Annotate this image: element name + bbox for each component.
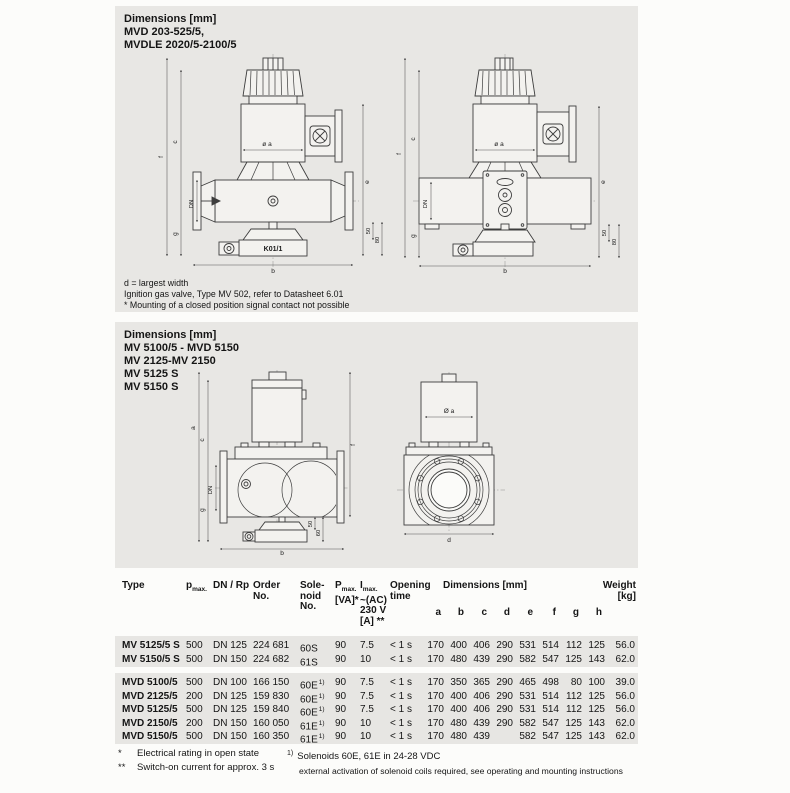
dim-label-dia-a: Ø a	[443, 408, 455, 415]
dim-label-dn: DN	[423, 199, 429, 209]
note-mounting: * Mounting of a closed position signal contact not possible	[124, 300, 350, 310]
note-ignition-valve: Ignition gas valve, Type MV 502, refer to Datasheet 6.01	[124, 289, 344, 299]
panel1-title-line1: Dimensions [mm]	[124, 13, 217, 25]
cell-dim-d: 290	[496, 677, 513, 688]
col-header-dimensions: Dimensions [mm]	[443, 580, 527, 591]
cell-opening: < 1 s	[390, 653, 412, 665]
dim-label-e: e	[364, 180, 371, 184]
panel2-title-line5: MV 5150 S	[124, 381, 179, 393]
cell-dim-g: 125	[565, 717, 582, 729]
col-header-order-no: Order No.	[253, 580, 281, 602]
cell-pva: 90	[335, 677, 347, 688]
cell-dim-c: 406	[473, 640, 490, 651]
table-group-mvd	[115, 673, 638, 744]
cell-pva: 90	[335, 640, 347, 651]
cell-pmax: 500	[186, 704, 203, 715]
table-row	[115, 703, 638, 717]
cell-dim-e: 531	[519, 690, 536, 702]
cell-imax: 7.5	[360, 640, 374, 651]
cell-dim-d: 290	[496, 690, 513, 702]
cell-dn: DN 100	[213, 677, 247, 688]
cell-dim-b: 480	[450, 717, 467, 729]
cell-order: 224 682	[253, 653, 290, 665]
cell-pmax: 500	[186, 640, 203, 651]
cell-opening: < 1 s	[390, 704, 412, 715]
dim-letter-g: g	[572, 607, 579, 618]
cell-dim-h: 125	[588, 690, 605, 702]
cell-dn: DN 150	[213, 653, 247, 665]
dim-letter-a: a	[435, 607, 441, 618]
cell-pva: 90	[335, 731, 347, 742]
cell-weight: 56.0	[615, 690, 635, 702]
cell-dim-g: 112	[566, 640, 582, 651]
dim-label-d: d	[447, 537, 451, 544]
cell-dim-e: 582	[519, 717, 536, 729]
cell-order: 159 830	[253, 690, 290, 702]
dimension-letter-row	[425, 607, 609, 618]
cell-type: MVD 2150/5	[122, 717, 178, 729]
cell-order: 166 150	[253, 677, 290, 688]
cell-imax: 10	[360, 717, 372, 729]
cell-dim-d: 290	[496, 717, 513, 729]
dimensions-panel-mv5100	[115, 322, 638, 568]
cell-order: 160 350	[253, 731, 290, 742]
cell-dim-d: 290	[496, 640, 513, 651]
table-row	[115, 730, 638, 744]
cell-dim-c: 406	[473, 704, 490, 715]
col-header-pmax: $p_{max.}$	[186, 580, 207, 593]
cell-dim-g: 112	[566, 690, 582, 702]
cell-dim-b: 400	[450, 704, 467, 715]
cell-opening: < 1 s	[390, 731, 412, 742]
footnotes-left	[118, 747, 274, 775]
cell-dim-a: 170	[427, 653, 444, 665]
cell-imax: 7.5	[360, 704, 374, 715]
cell-solenoid: $60E^{1)}$	[300, 706, 325, 719]
dim-label-50: 50	[366, 227, 372, 235]
panel2-title-line2: MV 5100/5 - MVD 5150	[124, 342, 239, 354]
cell-pva: 90	[335, 717, 347, 729]
cell-dim-g: 125	[565, 653, 582, 665]
cell-solenoid: $61E^{1)}$	[300, 733, 325, 746]
dim-label-80: 80	[612, 238, 618, 246]
cell-dim-f: 514	[542, 640, 559, 651]
cell-dim-f: 514	[542, 704, 559, 715]
dim-label-c: c	[410, 137, 417, 141]
cell-pmax: 500	[186, 731, 203, 742]
col-header-dn-rp: DN / Rp	[213, 580, 250, 591]
cell-dim-a: 170	[427, 717, 444, 729]
dim-label-g: g	[410, 234, 417, 238]
dim-label-80: 80	[375, 236, 381, 244]
cell-weight: 56.0	[615, 704, 635, 715]
cell-order: 224 681	[253, 640, 290, 651]
cell-dim-h: 143	[588, 653, 605, 665]
dim-label-g: g	[172, 232, 179, 236]
cell-pmax: 200	[186, 717, 203, 729]
cell-order: 160 050	[253, 717, 290, 729]
cell-dn: DN 150	[213, 731, 247, 742]
cell-solenoid: $60E^{1)}$	[300, 679, 325, 692]
dim-label-f: f	[396, 153, 403, 155]
label-k01: K01/1	[263, 246, 283, 253]
spec-table	[115, 578, 638, 748]
cell-imax: 10	[360, 653, 372, 665]
cell-dim-b: 350	[450, 677, 467, 688]
dim-label-dia-a: ø a	[494, 141, 504, 148]
cell-opening: < 1 s	[390, 640, 412, 651]
cell-type: MV 5125/5 S	[122, 640, 180, 651]
cell-dim-a: 170	[427, 690, 444, 702]
panel2-title-line3: MV 2125-MV 2150	[124, 355, 216, 367]
col-header-imax: $I_{max.}$ ~(AC) 230 V [A] **	[360, 580, 387, 627]
cell-dim-a: 170	[427, 731, 444, 742]
table-row	[115, 690, 638, 704]
dim-label-50: 50	[602, 229, 608, 237]
cell-dim-a: 170	[427, 704, 444, 715]
dimensions-panel-mvd	[115, 6, 638, 312]
cell-pmax: 500	[186, 677, 203, 688]
cell-solenoid: 61S	[300, 656, 318, 668]
cell-type: MVD 5100/5	[122, 677, 178, 688]
cell-dim-g: 112	[566, 704, 582, 715]
dim-label-60: 60	[316, 529, 322, 537]
cell-opening: < 1 s	[390, 717, 412, 729]
cell-dim-h: 143	[588, 717, 605, 729]
dim-label-g: g	[199, 508, 206, 512]
cell-dn: DN 150	[213, 717, 247, 729]
dim-label-dn: DN	[208, 485, 214, 495]
cell-dim-g: 125	[565, 731, 582, 742]
panel1-notes	[124, 278, 349, 311]
cell-pva: 90	[335, 690, 347, 702]
cell-dim-e: 582	[519, 653, 536, 665]
cell-dim-e: 582	[519, 731, 536, 742]
cell-dim-g: 80	[570, 677, 582, 688]
dim-label-dn: DN	[189, 199, 195, 209]
valve-drawing-mvdle-front	[391, 54, 631, 274]
panel1-title-line3: MVDLE 2020/5-2100/5	[124, 39, 237, 51]
panel2-title-line1: Dimensions [mm]	[124, 329, 217, 341]
dim-label-f: f	[350, 444, 357, 446]
footnote-switch-on: ** Switch-on current for approx. 3 s	[118, 762, 275, 773]
dim-letter-h: h	[595, 607, 602, 618]
dim-label-b: b	[280, 550, 284, 556]
cell-weight: 62.0	[615, 717, 635, 729]
dim-label-b: b	[503, 268, 507, 274]
valve-drawing-mv-side	[189, 370, 357, 556]
col-header-weight: Weight [kg]	[602, 580, 636, 602]
table-row	[115, 717, 638, 731]
dim-label-c: c	[199, 438, 206, 442]
cell-imax: 10	[360, 731, 372, 742]
dim-label-a: a	[190, 426, 197, 430]
valve-drawing-mv-front	[397, 372, 509, 544]
cell-dim-b: 480	[450, 731, 467, 742]
cell-dim-b: 400	[450, 640, 467, 651]
dim-label-e: e	[600, 180, 607, 184]
dim-letter-f: f	[552, 607, 556, 618]
cell-dim-e: 531	[519, 704, 536, 715]
col-header-pmax-va: $P_{max.}$ [VA]*	[335, 580, 359, 606]
cell-pmax: 200	[186, 690, 203, 702]
dim-letter-c: c	[481, 607, 487, 618]
cell-dim-b: 400	[450, 690, 467, 702]
cell-pva: 90	[335, 704, 347, 715]
dim-label-50: 50	[308, 520, 314, 528]
cell-dim-c: 365	[473, 677, 490, 688]
note-largest-width: d = largest width	[124, 278, 189, 288]
cell-solenoid: $60E^{1)}$	[300, 692, 325, 705]
table-row	[115, 653, 638, 667]
cell-pva: 90	[335, 653, 347, 665]
cell-dim-e: 531	[519, 640, 536, 651]
cell-dim-e: 465	[519, 677, 536, 688]
cell-dim-c: 406	[473, 690, 490, 702]
footnote-electrical: * Electrical rating in open state	[118, 748, 259, 759]
footnotes-right	[287, 747, 623, 778]
col-header-solenoid-no: Sole- noid No.	[300, 580, 325, 612]
cell-dim-f: 547	[542, 653, 559, 665]
dim-letter-e: e	[527, 607, 533, 618]
col-header-type: Type	[122, 580, 145, 591]
cell-dn: DN 125	[213, 704, 247, 715]
cell-dim-c: 439	[473, 717, 490, 729]
cell-imax: 7.5	[360, 690, 374, 702]
cell-type: MV 5150/5 S	[122, 653, 180, 665]
panel2-title-line4: MV 5125 S	[124, 368, 179, 380]
cell-solenoid: 60S	[300, 643, 318, 655]
cell-weight: 62.0	[615, 653, 635, 665]
cell-dim-b: 480	[450, 653, 467, 665]
cell-dim-d: 290	[496, 704, 513, 715]
table-row	[115, 676, 638, 690]
cell-dim-f: 547	[542, 731, 559, 742]
cell-dn: DN 125	[213, 690, 247, 702]
cell-dim-f: 547	[542, 717, 559, 729]
cell-weight: 56.0	[615, 640, 635, 651]
cell-order: 159 840	[253, 704, 290, 715]
valve-drawing-mvd-side	[151, 54, 391, 274]
cell-dim-d: 290	[496, 653, 513, 665]
cell-pmax: 500	[186, 653, 203, 665]
cell-dim-h: 100	[588, 677, 605, 688]
dim-label-dia-a: ø a	[262, 141, 272, 148]
cell-dim-f: 498	[542, 677, 559, 688]
dim-letter-d: d	[503, 607, 510, 618]
cell-type: MVD 5125/5	[122, 704, 178, 715]
panel1-title-line2: MVD 203-525/5,	[124, 26, 205, 38]
dim-label-c: c	[172, 140, 179, 144]
cell-dim-d	[494, 730, 517, 744]
table-group-mv	[115, 636, 638, 667]
cell-type: MVD 5150/5	[122, 731, 178, 742]
cell-dim-a: 170	[427, 640, 444, 651]
cell-weight: 62.0	[615, 731, 635, 742]
dim-letter-b: b	[457, 607, 464, 618]
cell-dim-c: 439	[473, 653, 490, 665]
cell-dim-h: 125	[588, 704, 605, 715]
cell-dim-a: 170	[427, 677, 444, 688]
table-row	[115, 639, 638, 653]
cell-opening: < 1 s	[390, 690, 412, 702]
footnote-solenoids-line2: external activation of solenoid coils required, see operating and mounting instructions	[299, 766, 623, 777]
col-header-opening-time: Opening time	[390, 580, 431, 602]
cell-dim-f: 514	[542, 690, 559, 702]
cell-imax: 7.5	[360, 677, 374, 688]
cell-weight: 39.0	[615, 677, 635, 688]
cell-solenoid: $61E^{1)}$	[300, 719, 325, 732]
cell-opening: < 1 s	[390, 677, 412, 688]
cell-dim-c: 439	[473, 731, 490, 742]
cell-dim-h: 125	[588, 640, 605, 651]
cell-dim-h: 143	[588, 731, 605, 742]
cell-dn: DN 125	[213, 640, 247, 651]
cell-type: MVD 2125/5	[122, 690, 178, 702]
panel1-title	[124, 13, 237, 52]
dim-label-b: b	[271, 268, 275, 274]
dim-label-f: f	[158, 156, 165, 158]
footnote-solenoids: $^{1)}$ Solenoids 60E, 61E in 24-28 VDC	[287, 750, 441, 763]
